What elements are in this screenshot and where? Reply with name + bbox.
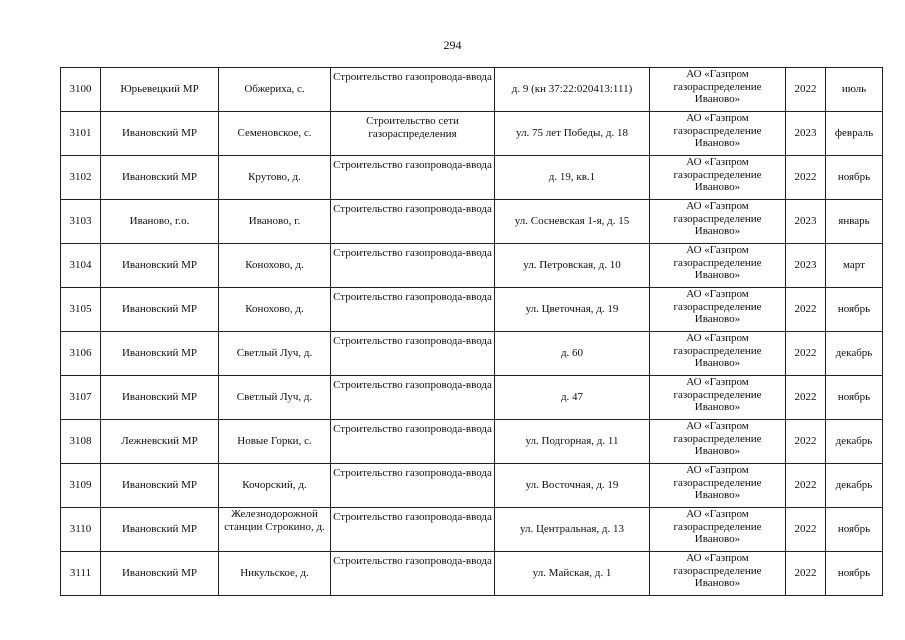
cell-month: январь [826,200,883,244]
cell-district: Ивановский МР [101,112,219,156]
cell-number: 3100 [61,68,101,112]
cell-settlement: Обжериха, с. [219,68,331,112]
cell-district: Ивановский МР [101,332,219,376]
cell-settlement: Иваново, г. [219,200,331,244]
cell-organization: АО «Газпром газораспределение Иваново» [650,244,786,288]
cell-work-type: Строительство газопровода-ввода [331,332,495,376]
cell-address: ул. Сосневская 1-я, д. 15 [495,200,650,244]
cell-work-type: Строительство газопровода-ввода [331,464,495,508]
table-row [61,332,883,376]
cell-settlement: Светлый Луч, д. [219,332,331,376]
cell-organization: АО «Газпром газораспределение Иваново» [650,200,786,244]
cell-year: 2022 [786,376,826,420]
cell-number: 3106 [61,332,101,376]
cell-month: июль [826,68,883,112]
cell-year: 2023 [786,244,826,288]
cell-number: 3101 [61,112,101,156]
cell-work-type: Строительство сети газораспределения [331,112,495,156]
cell-organization: АО «Газпром газораспределение Иваново» [650,552,786,596]
cell-address: д. 60 [495,332,650,376]
cell-month: ноябрь [826,552,883,596]
cell-district: Ивановский МР [101,508,219,552]
cell-settlement: Никульское, д. [219,552,331,596]
table-row [61,200,883,244]
cell-month: ноябрь [826,376,883,420]
cell-address: ул. Восточная, д. 19 [495,464,650,508]
cell-settlement: Железнодорожной станции Строкино, д. [219,508,331,552]
cell-address: д. 47 [495,376,650,420]
cell-organization: АО «Газпром газораспределение Иваново» [650,288,786,332]
cell-work-type: Строительство газопровода-ввода [331,288,495,332]
cell-district: Ивановский МР [101,376,219,420]
cell-organization: АО «Газпром газораспределение Иваново» [650,68,786,112]
cell-organization: АО «Газпром газораспределение Иваново» [650,508,786,552]
cell-work-type: Строительство газопровода-ввода [331,156,495,200]
gas-works-table [60,67,883,596]
cell-work-type: Строительство газопровода-ввода [331,68,495,112]
cell-work-type: Строительство газопровода-ввода [331,552,495,596]
cell-address: ул. Подгорная, д. 11 [495,420,650,464]
cell-number: 3105 [61,288,101,332]
cell-organization: АО «Газпром газораспределение Иваново» [650,376,786,420]
cell-district: Ивановский МР [101,244,219,288]
cell-organization: АО «Газпром газораспределение Иваново» [650,156,786,200]
cell-address: ул. Центральная, д. 13 [495,508,650,552]
table-row [61,156,883,200]
cell-number: 3110 [61,508,101,552]
cell-work-type: Строительство газопровода-ввода [331,376,495,420]
cell-settlement: Конохово, д. [219,244,331,288]
cell-address: д. 9 (кн 37:22:020413:111) [495,68,650,112]
cell-year: 2022 [786,508,826,552]
cell-district: Ивановский МР [101,552,219,596]
cell-number: 3102 [61,156,101,200]
table-row [61,288,883,332]
cell-year: 2022 [786,156,826,200]
cell-address: д. 19, кв.1 [495,156,650,200]
cell-district: Лежневский МР [101,420,219,464]
cell-number: 3109 [61,464,101,508]
table-body [61,68,883,596]
cell-month: декабрь [826,464,883,508]
cell-year: 2022 [786,288,826,332]
cell-district: Иваново, г.о. [101,200,219,244]
cell-month: декабрь [826,420,883,464]
cell-organization: АО «Газпром газораспределение Иваново» [650,332,786,376]
cell-organization: АО «Газпром газораспределение Иваново» [650,464,786,508]
cell-number: 3111 [61,552,101,596]
table-row [61,508,883,552]
table-row [61,420,883,464]
cell-work-type: Строительство газопровода-ввода [331,200,495,244]
cell-district: Ивановский МР [101,288,219,332]
cell-address: ул. 75 лет Победы, д. 18 [495,112,650,156]
table-row [61,464,883,508]
cell-month: ноябрь [826,288,883,332]
table-row [61,244,883,288]
cell-address: ул. Петровская, д. 10 [495,244,650,288]
cell-month: ноябрь [826,508,883,552]
cell-number: 3107 [61,376,101,420]
cell-year: 2023 [786,112,826,156]
cell-year: 2022 [786,420,826,464]
cell-settlement: Кочорский, д. [219,464,331,508]
table-row [61,68,883,112]
cell-settlement: Конохово, д. [219,288,331,332]
cell-work-type: Строительство газопровода-ввода [331,244,495,288]
cell-settlement: Крутово, д. [219,156,331,200]
cell-year: 2023 [786,200,826,244]
cell-year: 2022 [786,68,826,112]
cell-address: ул. Майская, д. 1 [495,552,650,596]
cell-month: ноябрь [826,156,883,200]
table-row [61,376,883,420]
cell-number: 3104 [61,244,101,288]
cell-month: март [826,244,883,288]
cell-organization: АО «Газпром газораспределение Иваново» [650,112,786,156]
cell-settlement: Светлый Луч, д. [219,376,331,420]
cell-month: декабрь [826,332,883,376]
cell-settlement: Семеновское, с. [219,112,331,156]
page-number: 294 [443,38,462,52]
cell-organization: АО «Газпром газораспределение Иваново» [650,420,786,464]
cell-year: 2022 [786,552,826,596]
cell-district: Ивановский МР [101,156,219,200]
cell-settlement: Новые Горки, с. [219,420,331,464]
cell-number: 3103 [61,200,101,244]
cell-work-type: Строительство газопровода-ввода [331,420,495,464]
cell-district: Юрьевецкий МР [101,68,219,112]
cell-district: Ивановский МР [101,464,219,508]
table-row [61,112,883,156]
cell-address: ул. Цветочная, д. 19 [495,288,650,332]
table-row [61,552,883,596]
cell-month: февраль [826,112,883,156]
cell-work-type: Строительство газопровода-ввода [331,508,495,552]
cell-number: 3108 [61,420,101,464]
cell-year: 2022 [786,464,826,508]
cell-year: 2022 [786,332,826,376]
